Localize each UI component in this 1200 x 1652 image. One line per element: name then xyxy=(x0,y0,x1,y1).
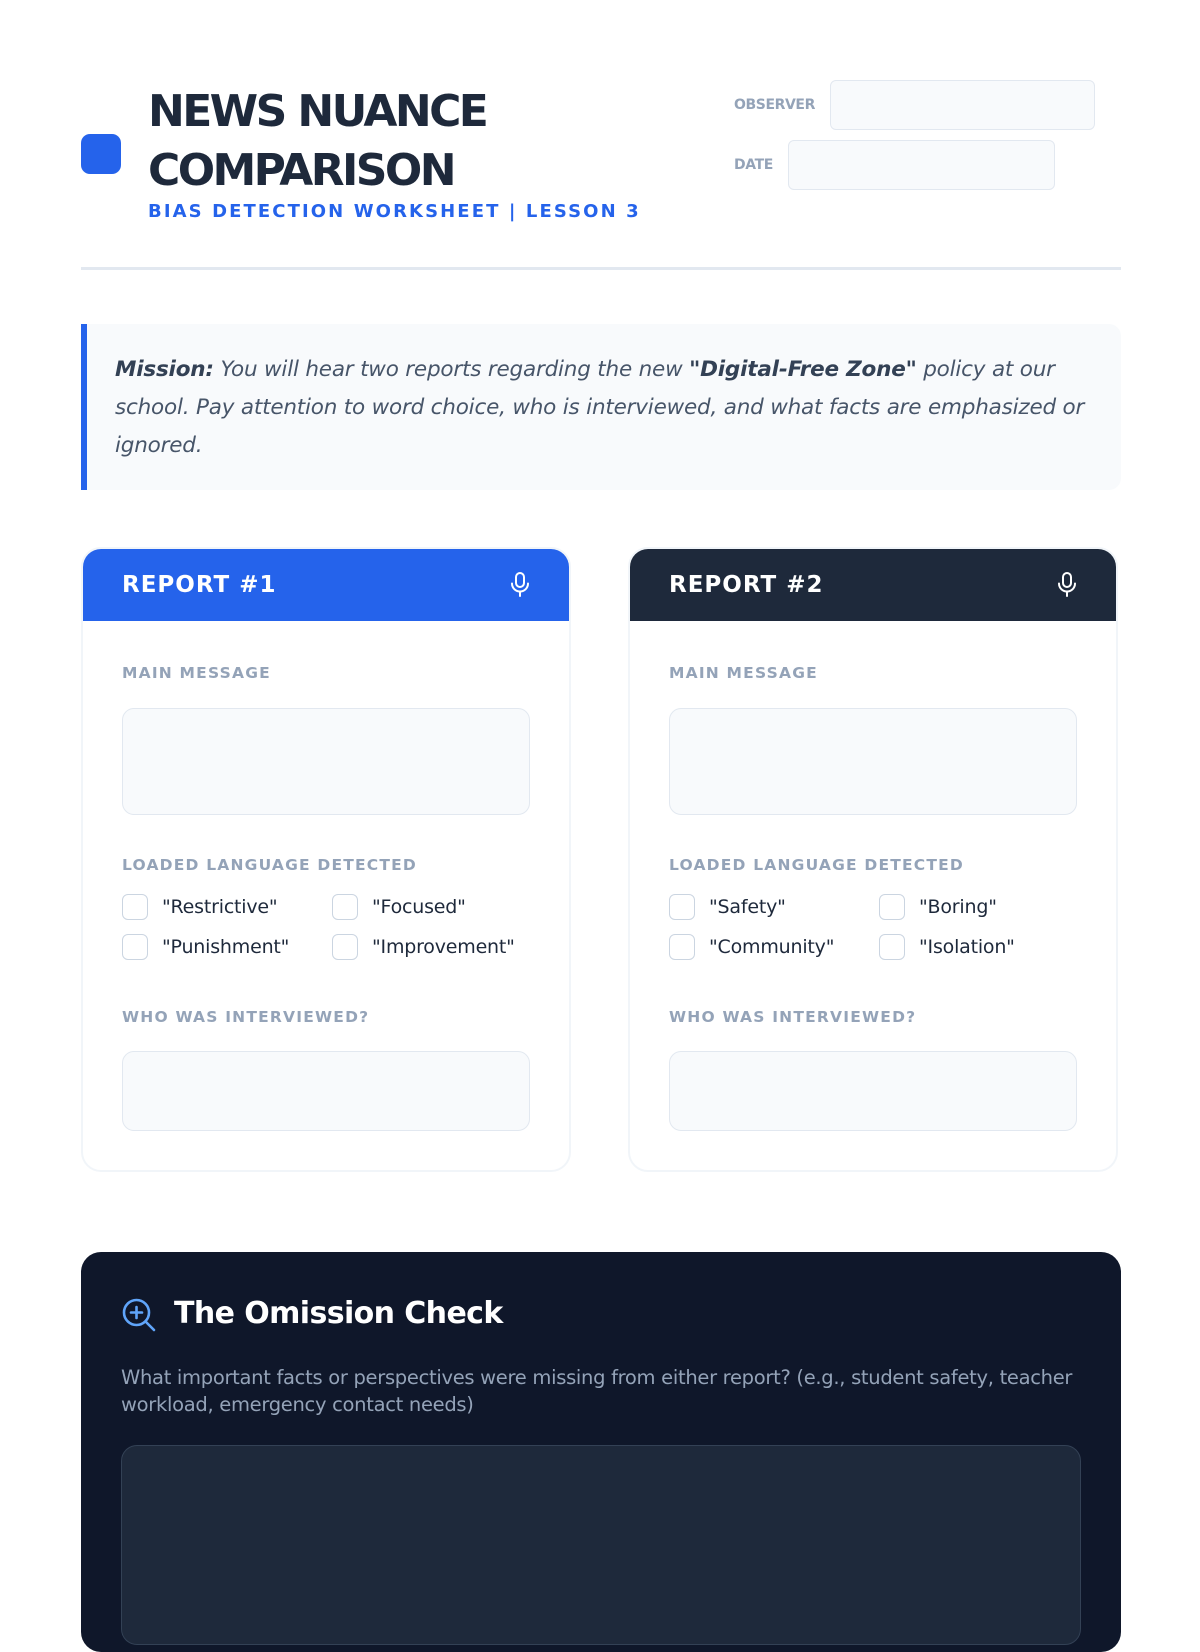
loaded-language-option[interactable] xyxy=(879,894,997,920)
date-row xyxy=(734,140,1055,190)
report-card-1 xyxy=(81,547,571,1172)
loaded-language-option[interactable] xyxy=(879,934,1015,960)
loaded-language-label: LOADED LANGUAGE DETECTED xyxy=(669,856,964,874)
observer-label: OBSERVER xyxy=(734,97,815,113)
option-label: "Improvement" xyxy=(372,936,515,958)
option-label: "Safety" xyxy=(709,896,786,918)
report-card-2 xyxy=(628,547,1118,1172)
loaded-language-option[interactable] xyxy=(669,894,786,920)
checkbox[interactable] xyxy=(669,934,695,960)
mission-text-after: policy at our school. Pay attention to word choice, who is interviewed, and what facts are emphasized or ignored. xyxy=(115,357,1085,458)
microphone-icon xyxy=(509,571,531,599)
mission-lead: Mission: xyxy=(115,357,214,382)
main-message-field[interactable] xyxy=(122,708,530,815)
report-card-header-2 xyxy=(630,549,1116,621)
checkbox[interactable] xyxy=(879,894,905,920)
main-message-field[interactable] xyxy=(669,708,1077,815)
zoom-in-icon xyxy=(121,1297,157,1333)
main-message-label: MAIN MESSAGE xyxy=(669,664,818,682)
report-card-header-1 xyxy=(83,549,569,621)
page-subtitle: BIAS DETECTION WORKSHEET | LESSON 3 xyxy=(148,201,641,222)
option-label: "Focused" xyxy=(372,896,466,918)
checkbox[interactable] xyxy=(879,934,905,960)
interviewed-label: WHO WAS INTERVIEWED? xyxy=(122,1008,370,1026)
omission-prompt: What important facts or perspectives were missing from either report? (e.g., student safety, teacher workload, emergency contact needs) xyxy=(121,1366,1073,1416)
option-label: "Isolation" xyxy=(919,936,1015,958)
loaded-language-label: LOADED LANGUAGE DETECTED xyxy=(122,856,417,874)
checkbox[interactable] xyxy=(669,894,695,920)
option-label: "Boring" xyxy=(919,896,997,918)
option-label: "Punishment" xyxy=(162,936,290,958)
page-title xyxy=(148,82,568,200)
worksheet-header xyxy=(81,80,1121,270)
mission-policy-name: "Digital-Free Zone" xyxy=(689,357,917,382)
page-title-line-1: NEWS NUANCE xyxy=(148,86,487,137)
loaded-language-option[interactable] xyxy=(332,934,515,960)
main-message-label: MAIN MESSAGE xyxy=(122,664,271,682)
report-title-2: REPORT #2 xyxy=(669,572,824,598)
date-label: DATE xyxy=(734,157,773,173)
omission-title: The Omission Check xyxy=(174,1296,503,1331)
observer-field[interactable] xyxy=(830,80,1095,130)
header-divider xyxy=(81,267,1121,270)
checkbox[interactable] xyxy=(122,894,148,920)
checkbox[interactable] xyxy=(122,934,148,960)
option-label: "Restrictive" xyxy=(162,896,278,918)
date-field[interactable] xyxy=(788,140,1055,190)
loaded-language-option[interactable] xyxy=(669,934,834,960)
omission-check-panel xyxy=(81,1252,1121,1652)
interviewed-field[interactable] xyxy=(669,1051,1077,1131)
interviewed-label: WHO WAS INTERVIEWED? xyxy=(669,1008,917,1026)
loaded-language-option[interactable] xyxy=(122,894,277,920)
option-label: "Community" xyxy=(709,936,835,958)
mission-text-before: You will hear two reports regarding the new xyxy=(213,357,690,382)
observer-row xyxy=(734,80,1095,130)
report-title-1: REPORT #1 xyxy=(122,572,277,598)
checkbox[interactable] xyxy=(332,894,358,920)
brand-mark xyxy=(81,134,121,174)
loaded-language-option[interactable] xyxy=(122,934,289,960)
loaded-language-option[interactable] xyxy=(332,894,466,920)
mission-callout xyxy=(81,324,1121,490)
microphone-icon xyxy=(1056,571,1078,599)
page-title-line-2: COMPARISON xyxy=(148,145,454,196)
interviewed-field[interactable] xyxy=(122,1051,530,1131)
checkbox[interactable] xyxy=(332,934,358,960)
omission-response-field[interactable] xyxy=(121,1445,1081,1645)
